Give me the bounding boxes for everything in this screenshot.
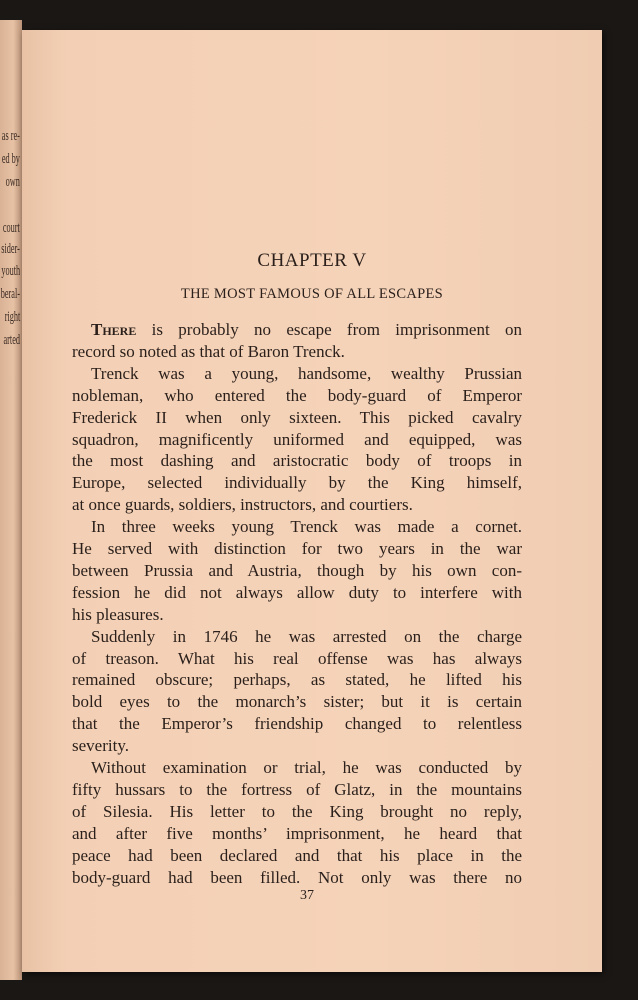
facing-page-fragment: right [4, 309, 20, 325]
text-line: severity. [72, 736, 129, 756]
text-line: bold eyes to the monarch’s sister; but it is certain [72, 692, 522, 712]
page-number: 37 [300, 888, 314, 903]
facing-page-fragment: arted [3, 332, 20, 348]
text-line: fession he did not always allow duty to interfere with [72, 582, 522, 602]
facing-page-fragment: ed by [1, 151, 20, 167]
text-line: remained obscure; perhaps, as stated, he lifted his [72, 670, 522, 690]
text-line: Suddenly in 1746 he was arrested on the charge [91, 626, 522, 646]
text-line: He served with distinction for two years in the war [72, 539, 522, 558]
chapter-title: CHAPTER V [257, 250, 367, 271]
facing-page-fragment: court [3, 220, 20, 236]
text-line: Trenck was a young, handsome, wealthy Prussian [91, 363, 522, 383]
text-line-rest: is probably no escape from imprisonment on [136, 320, 522, 339]
facing-page-fragment: beral- [0, 286, 20, 302]
text-line: fifty hussars to the fortress of Glatz, in the mountains [72, 779, 522, 799]
text-line [91, 320, 522, 340]
text-line: Frederick II when only sixteen. This picked cavalry [72, 407, 522, 427]
text-line: of treason. What his real offense was has always [72, 648, 522, 668]
chapter-subtitle: THE MOST FAMOUS OF ALL ESCAPES [180, 286, 444, 302]
text-line: record so noted as that of Baron Trenck. [72, 341, 345, 361]
text-line: the most dashing and aristocratic body of troops in [72, 451, 522, 471]
text-line: In three weeks young Trenck was made a cornet. [91, 517, 522, 537]
book-page [22, 30, 602, 972]
facing-page-fragment: own [5, 174, 20, 190]
drop-word: There [91, 320, 137, 339]
text-line: body-guard had been filled. Not only was there no [72, 867, 522, 887]
text-line: Europe, selected individually by the King himself, [72, 473, 522, 493]
text-line: between Prussia and Austria, though by his own con- [72, 560, 522, 580]
text-line: his pleasures. [72, 604, 164, 624]
text-line: and after five months’ imprisonment, he heard that [72, 823, 522, 843]
text-line: that the Emperor’s friendship changed to relentless [72, 714, 522, 734]
facing-page-edge [0, 20, 22, 980]
text-line: peace had been declared and that his place in the [72, 845, 522, 865]
text-line: nobleman, who entered the body-guard of Emperor [72, 385, 522, 405]
facing-page-fragment: as re- [1, 128, 20, 144]
facing-page-fragment: sider- [1, 241, 20, 257]
text-line: Without examination or trial, he was conducted by [91, 758, 522, 777]
text-line: of Silesia. His letter to the King brought no reply, [72, 801, 522, 821]
text-line: squadron, magnificently uniformed and equipped, was [72, 429, 522, 449]
facing-page-fragment: youth [1, 263, 20, 279]
text-line: at once guards, soldiers, instructors, and courtiers. [72, 495, 413, 515]
